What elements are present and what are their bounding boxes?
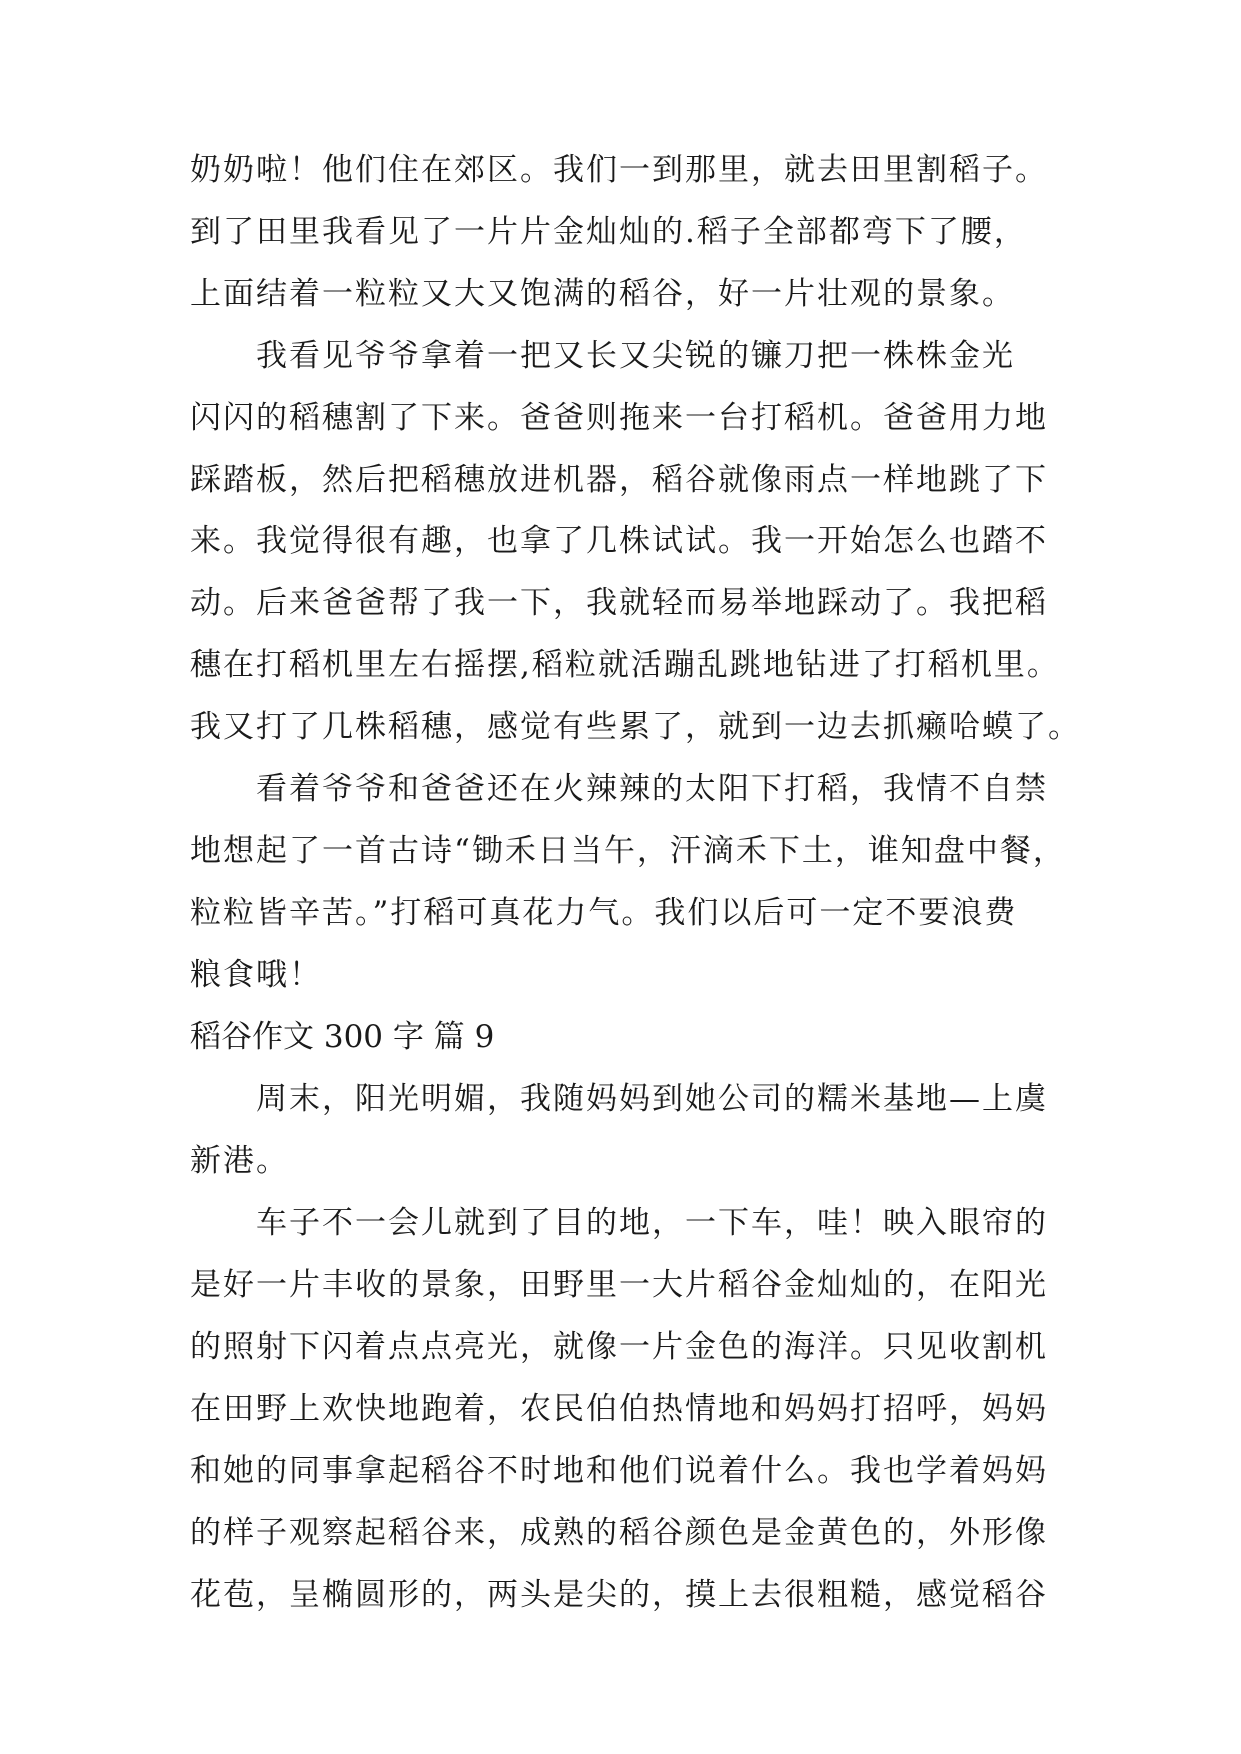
text-line: 地想起了一首古诗“锄禾日当午，汗滴禾下土，谁知盘中餐， — [190, 833, 1066, 869]
text-line: 粮食哦！ — [190, 957, 322, 993]
paragraph-first-line: 周末，阳光明媚，我随妈妈到她公司的糯米基地—上虞 — [256, 1081, 1048, 1117]
paragraph-first-line: 看着爷爷和爸爸还在火辣辣的太阳下打稻，我情不自禁 — [256, 771, 1048, 807]
text-line: 花苞，呈椭圆形的，两头是尖的，摸上去很粗糙，感觉稻谷 — [190, 1577, 1048, 1613]
text-line: 是好一片丰收的景象，田野里一大片稻谷金灿灿的，在阳光 — [190, 1267, 1048, 1303]
text-line: 闪闪的稻穗割了下来。爸爸则拖来一台打稻机。爸爸用力地 — [190, 400, 1048, 436]
text-line: 到了田里我看见了一片片金灿灿的.稻子全部都弯下了腰， — [190, 214, 1027, 250]
paragraph-first-line: 我看见爷爷拿着一把又长又尖锐的镰刀把一株株金光 — [256, 338, 1015, 374]
text-line: 的照射下闪着点点亮光，就像一片金色的海洋。只见收割机 — [190, 1329, 1048, 1365]
text-line: 我又打了几株稻穗，感觉有些累了，就到一边去抓癞哈蟆了。 — [190, 709, 1081, 745]
text-line: 动。后来爸爸帮了我一下，我就轻而易举地踩动了。我把稻 — [190, 585, 1048, 621]
text-line: 在田野上欢快地跑着，农民伯伯热情地和妈妈打招呼，妈妈 — [190, 1391, 1048, 1427]
text-line: 和她的同事拿起稻谷不时地和他们说着什么。我也学着妈妈 — [190, 1453, 1048, 1489]
paragraph-first-line: 车子不一会儿就到了目的地，一下车，哇！映入眼帘的 — [256, 1205, 1048, 1241]
text-line: 上面结着一粒粒又大又饱满的稻谷，好一片壮观的景象。 — [190, 276, 1015, 312]
text-line: 来。我觉得很有趣，也拿了几株试试。我一开始怎么也踏不 — [190, 523, 1048, 559]
text-line: 踩踏板，然后把稻穗放进机器，稻谷就像雨点一样地跳了下 — [190, 462, 1048, 498]
text-line: 穗在打稻机里左右摇摆,稻粒就活蹦乱跳地钻进了打稻机里。 — [190, 647, 1060, 683]
text-line: 粒粒皆辛苦。”打稻可真花力气。我们以后可一定不要浪费 — [190, 895, 1018, 931]
text-line: 奶奶啦！他们住在郊区。我们一到那里，就去田里割稻子。 — [190, 152, 1048, 188]
text-line: 新港。 — [190, 1143, 289, 1179]
section-heading: 稻谷作文 300 字 篇 9 — [190, 1019, 495, 1055]
text-line: 的样子观察起稻谷来，成熟的稻谷颜色是金黄色的，外形像 — [190, 1515, 1048, 1551]
